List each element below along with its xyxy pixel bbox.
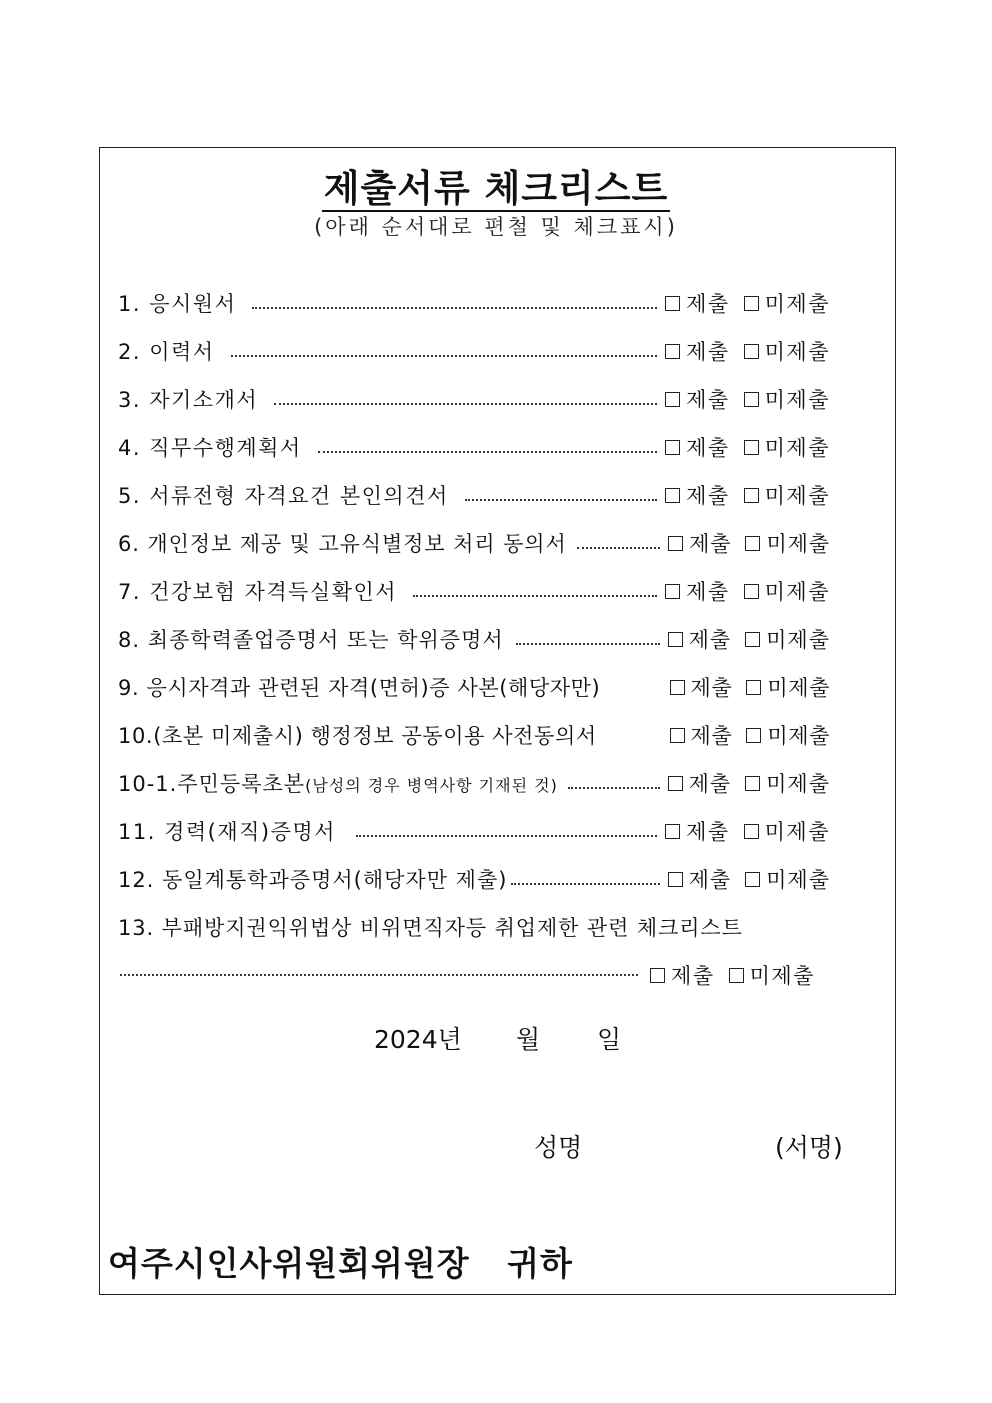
submit-label: 제출 (686, 388, 730, 412)
not-submit-checkbox[interactable] (745, 776, 760, 791)
item-label: 11. 경력(재직)증명서 (118, 820, 336, 844)
submit-label: 제출 (686, 580, 730, 604)
checklist-row-13-checks (650, 959, 830, 991)
not-submit-label: 미제출 (766, 628, 830, 652)
not-submit-checkbox[interactable] (744, 440, 759, 455)
item-label: 10-1.주민등록초본(남성의 경우 병역사항 기재된 것) (118, 772, 558, 796)
not-submit-label: 미제출 (764, 292, 830, 316)
checklist-row-1 (118, 287, 830, 319)
submit-checkbox[interactable] (665, 296, 680, 311)
not-submit-checkbox[interactable] (745, 632, 760, 647)
leader-dots (516, 641, 660, 645)
checklist-row-2 (118, 335, 830, 367)
not-submit-label: 미제출 (764, 388, 830, 412)
checklist-row-10 (118, 719, 830, 751)
leader-dots (274, 401, 657, 405)
leader-dots (568, 785, 660, 789)
checklist-row-12 (118, 863, 830, 895)
submit-checkbox[interactable] (670, 680, 685, 695)
checklist-row-10-1 (118, 767, 830, 799)
item-label: 13. 부패방지권익위법상 비위면직자등 취업제한 관련 체크리스트 (118, 916, 743, 940)
submit-checkbox[interactable] (665, 392, 680, 407)
leader-dots (511, 881, 659, 885)
date-month: 월 (516, 1025, 541, 1054)
submit-label: 제출 (686, 292, 730, 316)
leader-dots (318, 449, 657, 453)
submit-checkbox[interactable] (668, 632, 683, 647)
submit-label: 제출 (671, 964, 715, 988)
item-label: 2. 이력서 (118, 340, 215, 364)
not-submit-label: 미제출 (749, 964, 815, 988)
leader-dots (252, 305, 657, 309)
submit-checkbox[interactable] (670, 728, 685, 743)
checklist-row-3 (118, 383, 830, 415)
leader-dots (356, 833, 657, 837)
not-submit-checkbox[interactable] (745, 536, 760, 551)
checklist-row-4 (118, 431, 830, 463)
submit-checkbox[interactable] (665, 584, 680, 599)
not-submit-label: 미제출 (764, 436, 830, 460)
date-year: 2024년 (374, 1025, 462, 1054)
checklist-row-8 (118, 623, 830, 655)
item-note: (남성의 경우 병역사항 기재된 것) (305, 776, 558, 795)
item-label: 1. 응시원서 (118, 292, 237, 316)
submit-checkbox[interactable] (668, 872, 683, 887)
not-submit-label: 미제출 (767, 676, 830, 700)
not-submit-checkbox[interactable] (744, 392, 759, 407)
not-submit-label: 미제출 (764, 484, 830, 508)
document-subtitle: (아래 순서대로 편철 및 체크표시) (314, 215, 678, 239)
not-submit-label: 미제출 (766, 868, 830, 892)
submit-checkbox[interactable] (668, 536, 683, 551)
submit-label: 제출 (686, 484, 730, 508)
submit-label: 제출 (690, 724, 733, 748)
checklist-row-13 (118, 911, 830, 943)
not-submit-checkbox[interactable] (744, 824, 759, 839)
checklist-row-11 (118, 815, 830, 847)
not-submit-label: 미제출 (766, 772, 830, 796)
not-submit-checkbox[interactable] (744, 344, 759, 359)
name-label: 성명 (534, 1133, 583, 1162)
not-submit-label: 미제출 (766, 532, 830, 556)
submit-label: 제출 (690, 676, 733, 700)
checklist-row-7 (118, 575, 830, 607)
submit-checkbox[interactable] (665, 344, 680, 359)
leader-dots (577, 545, 660, 549)
item-label: 7. 건강보험 자격득실확인서 (118, 580, 398, 604)
date-day: 일 (597, 1025, 622, 1054)
addressee: 여주시인사위원회위원장 귀하 (108, 1244, 573, 1283)
item-label: 4. 직무수행계획서 (118, 436, 302, 460)
submit-checkbox[interactable] (665, 440, 680, 455)
leader-dots (120, 972, 638, 976)
not-submit-checkbox[interactable] (745, 872, 760, 887)
item-label: 12. 동일계통학과증명서(해당자만 제출) (118, 868, 508, 892)
submit-label: 제출 (686, 436, 730, 460)
not-submit-checkbox[interactable] (746, 680, 761, 695)
leader-dots (413, 593, 657, 597)
submit-label: 제출 (688, 772, 732, 796)
signature-label: (서명) (775, 1133, 843, 1162)
not-submit-checkbox[interactable] (744, 584, 759, 599)
item-label: 6. 개인정보 제공 및 고유식별정보 처리 동의서 (118, 532, 567, 556)
not-submit-checkbox[interactable] (746, 728, 761, 743)
submit-checkbox[interactable] (665, 824, 680, 839)
document-title: 제출서류 체크리스트 (323, 167, 669, 210)
checklist-row-5 (118, 479, 830, 511)
submit-label: 제출 (688, 868, 732, 892)
item-label: 10.(초본 미제출시) 행정정보 공동이용 사전동의서 (118, 724, 597, 748)
submit-label: 제출 (689, 532, 732, 556)
submit-checkbox[interactable] (668, 776, 683, 791)
submit-label: 제출 (688, 628, 732, 652)
leader-dots (465, 497, 657, 501)
item-label: 5. 서류전형 자격요건 본인의견서 (118, 484, 449, 508)
submit-checkbox[interactable] (665, 488, 680, 503)
submit-label: 제출 (686, 340, 730, 364)
submit-label: 제출 (686, 820, 730, 844)
not-submit-label: 미제출 (764, 820, 830, 844)
checklist-row-6 (118, 527, 830, 559)
submit-checkbox[interactable] (650, 968, 665, 983)
not-submit-checkbox[interactable] (744, 296, 759, 311)
leader-dots (231, 353, 657, 357)
not-submit-label: 미제출 (764, 340, 830, 364)
item-label: 9. 응시자격과 관련된 자격(면허)증 사본(해당자만) (118, 676, 601, 700)
item-label: 3. 자기소개서 (118, 388, 259, 412)
not-submit-label: 미제출 (767, 724, 830, 748)
not-submit-label: 미제출 (764, 580, 830, 604)
not-submit-checkbox[interactable] (744, 488, 759, 503)
not-submit-checkbox[interactable] (729, 968, 744, 983)
item-label: 8. 최종학력졸업증명서 또는 학위증명서 (118, 628, 504, 652)
checklist-row-9 (118, 671, 830, 703)
